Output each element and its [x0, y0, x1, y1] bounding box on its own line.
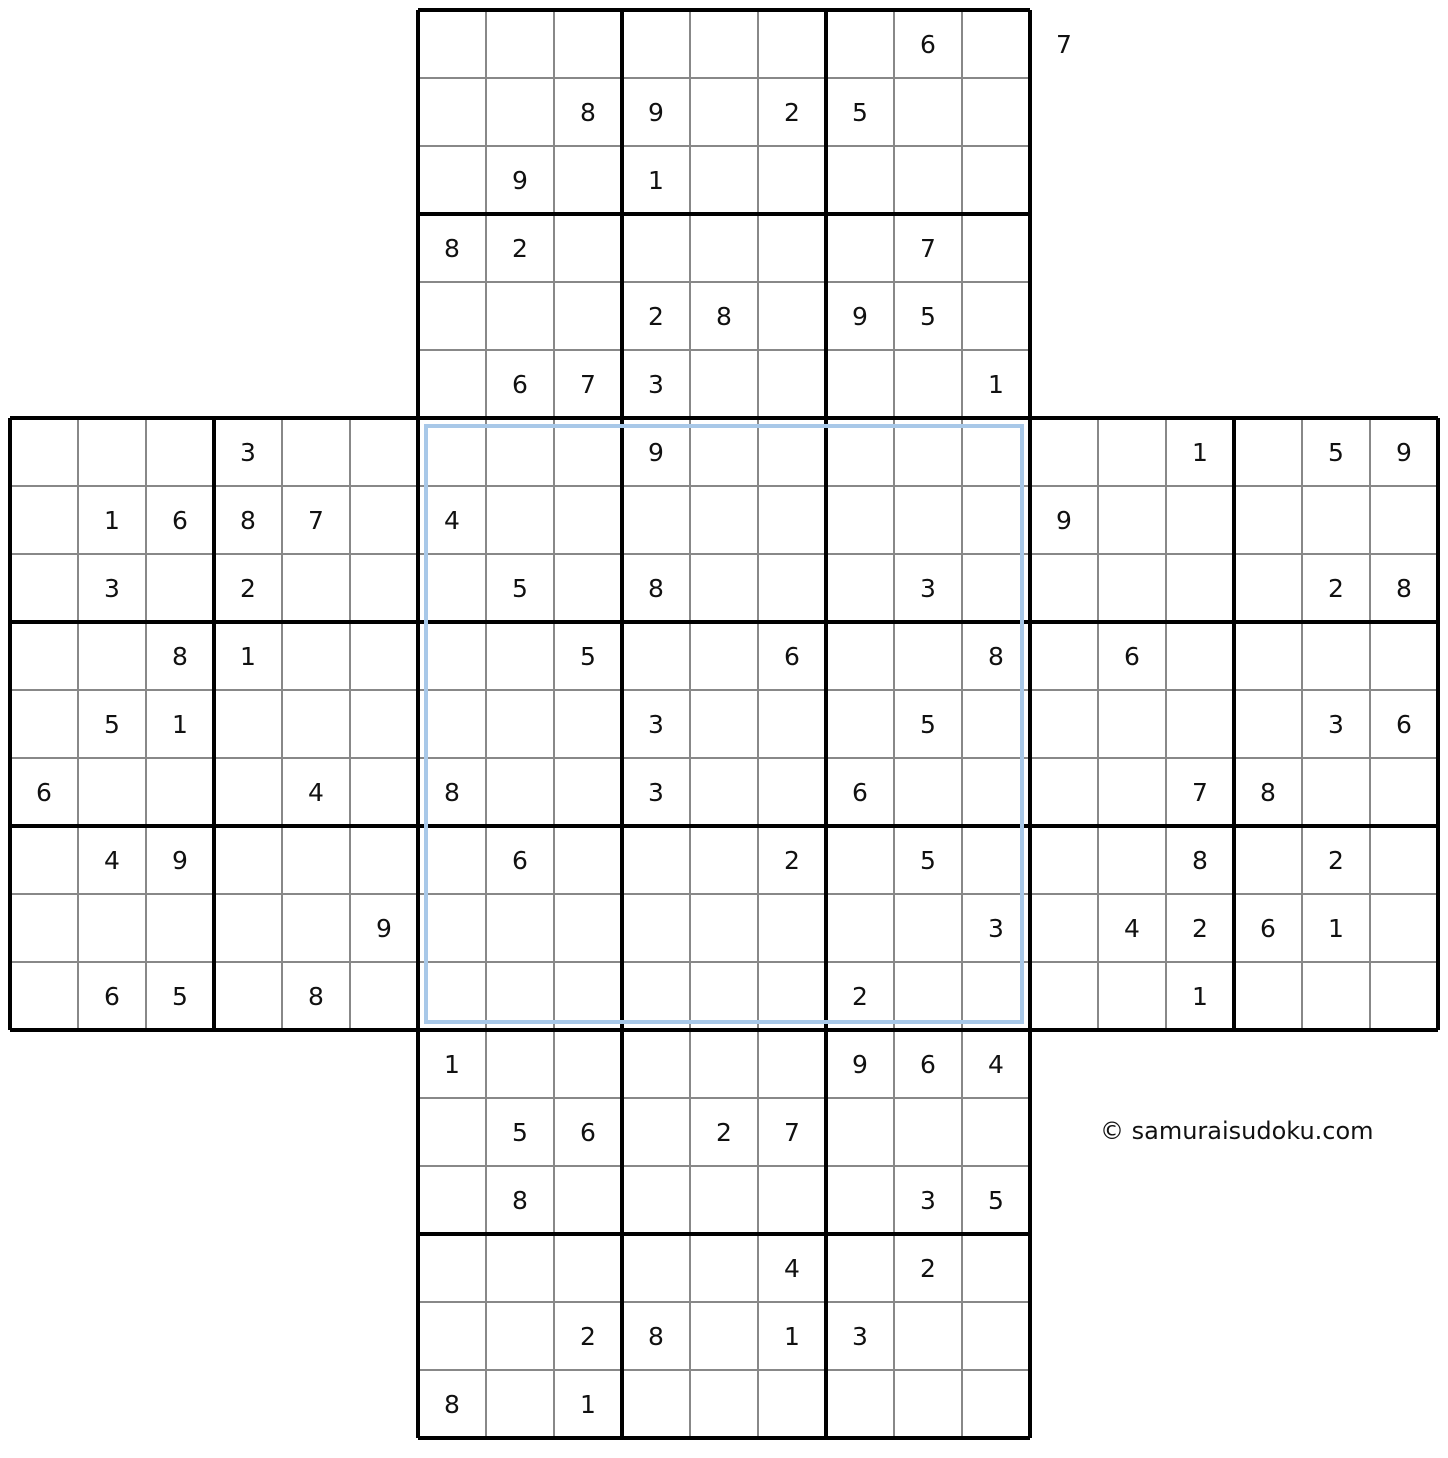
given-digit: 3 [920, 574, 936, 603]
given-digit: 6 [512, 370, 528, 399]
given-digit: 7 [580, 370, 596, 399]
given-digit: 7 [784, 1118, 800, 1147]
given-digit: 6 [784, 642, 800, 671]
given-digit: 2 [920, 1254, 936, 1283]
given-digit: 4 [988, 1050, 1004, 1079]
given-digit: 4 [784, 1254, 800, 1283]
given-digit: 3 [648, 778, 664, 807]
given-digit: 4 [308, 778, 324, 807]
given-digit: 2 [1328, 574, 1344, 603]
given-digit: 8 [648, 1322, 664, 1351]
given-digit: 8 [512, 1186, 528, 1215]
given-digit: 1 [104, 506, 120, 535]
given-digit: 8 [308, 982, 324, 1011]
given-digit: 7 [920, 234, 936, 263]
given-digit: 8 [444, 778, 460, 807]
given-digit: 6 [512, 846, 528, 875]
given-digit: 6 [920, 30, 936, 59]
given-digit: 6 [1396, 710, 1412, 739]
given-digit: 2 [852, 982, 868, 1011]
given-digit: 5 [1328, 438, 1344, 467]
given-digit: 5 [512, 1118, 528, 1147]
given-digit: 8 [580, 98, 596, 127]
given-digit: 1 [1192, 982, 1208, 1011]
given-digit: 2 [784, 846, 800, 875]
given-digit: 6 [1260, 914, 1276, 943]
given-digit: 3 [104, 574, 120, 603]
given-digit: 1 [172, 710, 188, 739]
given-digit: 3 [988, 914, 1004, 943]
given-digit: 1 [988, 370, 1004, 399]
given-digit: 9 [1056, 506, 1072, 535]
given-digit: 1 [444, 1050, 460, 1079]
given-digit: 1 [1192, 438, 1208, 467]
given-digit: 7 [1056, 30, 1072, 59]
given-digit: 7 [308, 506, 324, 535]
given-digit: 2 [240, 574, 256, 603]
given-digit: 4 [1124, 914, 1140, 943]
given-digit: 8 [444, 234, 460, 263]
given-digit: 1 [648, 166, 664, 195]
given-digit: 8 [240, 506, 256, 535]
given-digit: 9 [648, 438, 664, 467]
given-digit: 5 [920, 710, 936, 739]
given-digit: 2 [648, 302, 664, 331]
given-digit: 8 [716, 302, 732, 331]
given-digit: 9 [852, 1050, 868, 1079]
given-digit: 6 [852, 778, 868, 807]
given-digit: 5 [852, 98, 868, 127]
given-digit: 1 [240, 642, 256, 671]
thin-grid-lines [10, 10, 1438, 1438]
given-digit: 1 [1328, 914, 1344, 943]
given-digit: 9 [648, 98, 664, 127]
given-digit: 3 [648, 710, 664, 739]
given-digit: 5 [104, 710, 120, 739]
given-digit: 3 [648, 370, 664, 399]
given-digit: 1 [784, 1322, 800, 1351]
given-digit: 6 [920, 1050, 936, 1079]
given-digit: 3 [920, 1186, 936, 1215]
given-digit: 2 [1328, 846, 1344, 875]
given-digit: 5 [920, 302, 936, 331]
given-digit: 8 [444, 1390, 460, 1419]
given-digit: 4 [104, 846, 120, 875]
given-digit: 9 [376, 914, 392, 943]
given-digit: 2 [784, 98, 800, 127]
cells [36, 30, 1448, 1419]
given-digit: 2 [512, 234, 528, 263]
given-digit: 3 [240, 438, 256, 467]
given-digit: 8 [648, 574, 664, 603]
given-digit: 9 [172, 846, 188, 875]
given-digit: 9 [512, 166, 528, 195]
given-digit: 4 [444, 506, 460, 535]
given-digit: 8 [1396, 574, 1412, 603]
given-digit: 9 [1396, 438, 1412, 467]
given-digit: 3 [1328, 710, 1344, 739]
given-digit: 5 [172, 982, 188, 1011]
given-digit: 5 [580, 642, 596, 671]
given-digit: 8 [1192, 846, 1208, 875]
given-digit: 5 [920, 846, 936, 875]
given-digit: 5 [988, 1186, 1004, 1215]
given-digit: 6 [36, 778, 52, 807]
given-digit: 1 [580, 1390, 596, 1419]
copyright-text: © samuraisudoku.com [1100, 1117, 1374, 1145]
given-digit: 5 [512, 574, 528, 603]
given-digit: 3 [852, 1322, 868, 1351]
given-digit: 9 [852, 302, 868, 331]
given-digit: 8 [988, 642, 1004, 671]
given-digit: 2 [716, 1118, 732, 1147]
given-digit: 6 [104, 982, 120, 1011]
given-digit: 2 [1192, 914, 1208, 943]
given-digit: 8 [172, 642, 188, 671]
thick-grid-lines [10, 10, 1438, 1438]
given-digit: 6 [1124, 642, 1140, 671]
given-digit: 6 [172, 506, 188, 535]
given-digit: 2 [580, 1322, 596, 1351]
given-digit: 8 [1260, 778, 1276, 807]
given-digit: 6 [580, 1118, 596, 1147]
given-digit: 7 [1192, 778, 1208, 807]
